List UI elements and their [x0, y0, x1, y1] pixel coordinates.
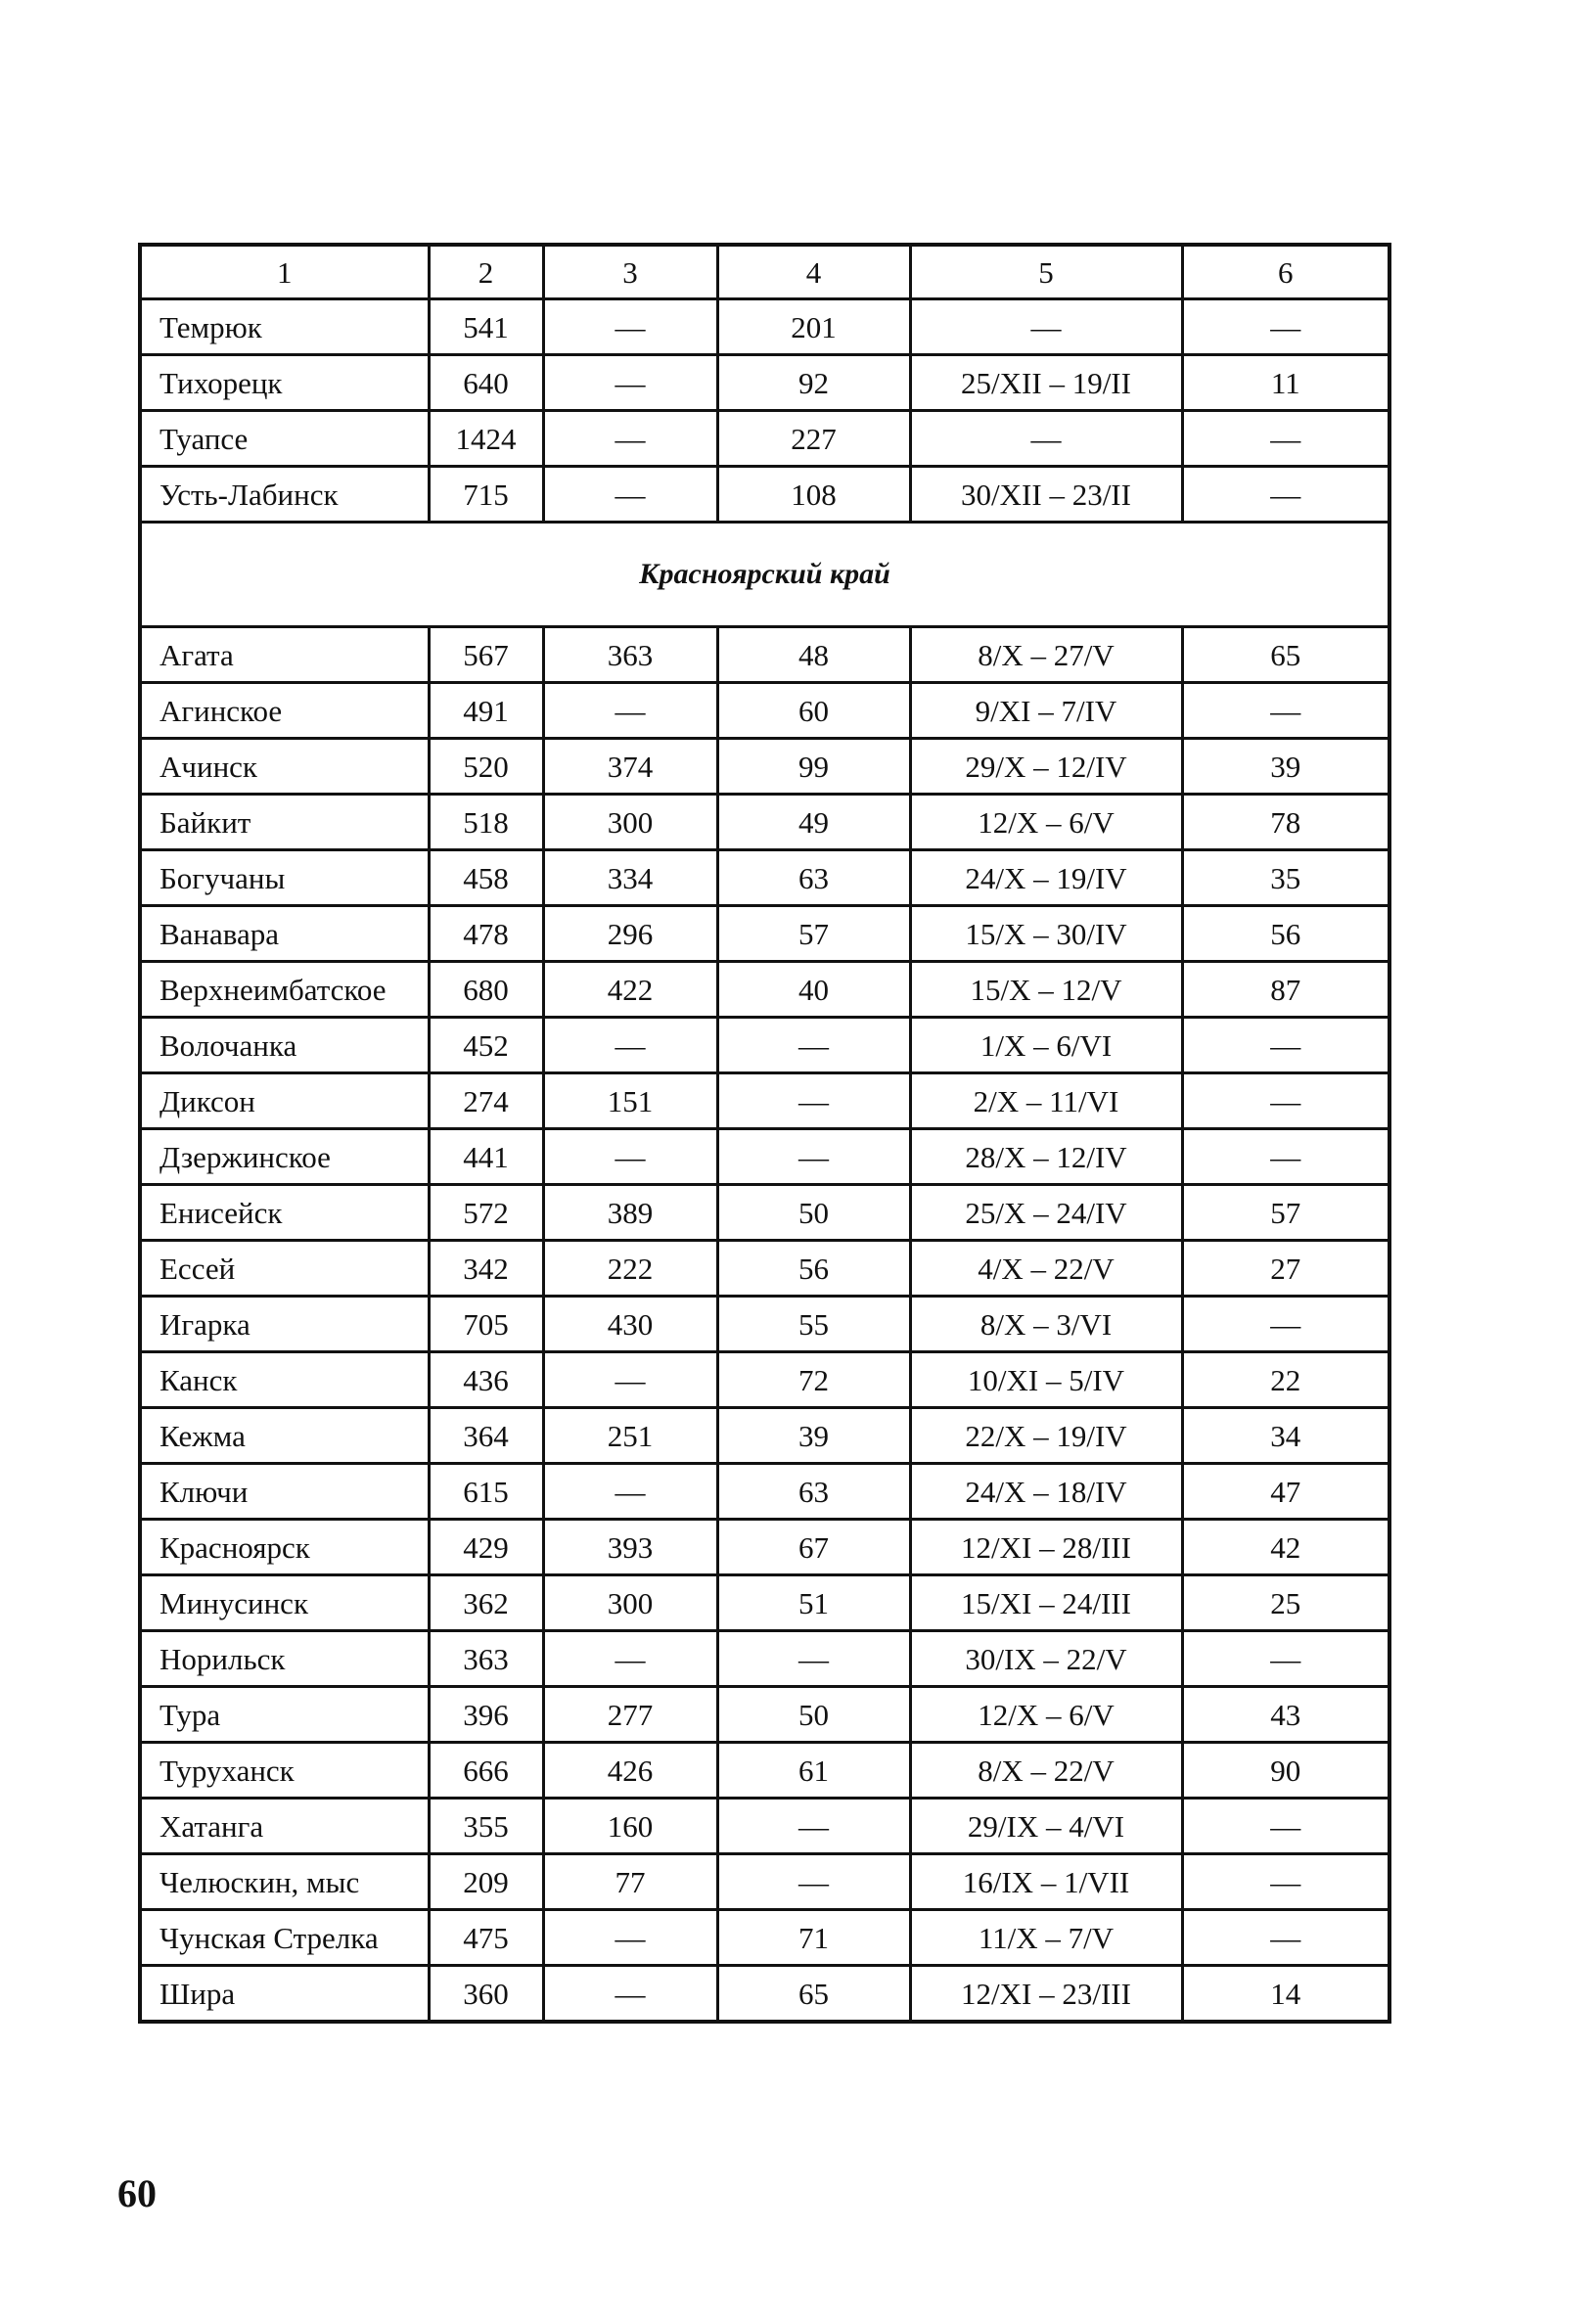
- table-cell: 160: [543, 1799, 717, 1854]
- station-name-cell: Игарка: [140, 1297, 429, 1352]
- table-cell: 11/X – 7/V: [910, 1910, 1182, 1966]
- table-cell: 71: [717, 1910, 910, 1966]
- table-cell: 25/X – 24/IV: [910, 1185, 1182, 1241]
- table-cell: 430: [543, 1297, 717, 1352]
- table-cell: 360: [429, 1966, 543, 2023]
- table-row: [140, 1408, 1389, 1464]
- table-cell: 567: [429, 627, 543, 683]
- table-cell: 458: [429, 850, 543, 906]
- table-cell: 422: [543, 962, 717, 1018]
- station-name-cell: Агинское: [140, 683, 429, 739]
- table-cell: —: [1182, 1631, 1389, 1687]
- table-cell: 680: [429, 962, 543, 1018]
- table-row: [140, 467, 1389, 523]
- station-name-cell: Усть-Лабинск: [140, 467, 429, 523]
- table-cell: 1424: [429, 411, 543, 467]
- table-cell: 63: [717, 850, 910, 906]
- table-row: [140, 795, 1389, 850]
- table-cell: 43: [1182, 1687, 1389, 1743]
- table-cell: 16/IX – 1/VII: [910, 1854, 1182, 1910]
- table-cell: 12/X – 6/V: [910, 1687, 1182, 1743]
- table-row: [140, 1185, 1389, 1241]
- table-cell: 65: [717, 1966, 910, 2023]
- table-cell: 3: [543, 245, 717, 299]
- table-row: [140, 1241, 1389, 1297]
- table-cell: 65: [1182, 627, 1389, 683]
- table-cell: 393: [543, 1520, 717, 1575]
- table-cell: 90: [1182, 1743, 1389, 1799]
- table-cell: 25/XII – 19/II: [910, 355, 1182, 411]
- table-cell: 35: [1182, 850, 1389, 906]
- table-cell: 541: [429, 299, 543, 355]
- station-name-cell: Верхнеимбатское: [140, 962, 429, 1018]
- table-cell: —: [717, 1799, 910, 1854]
- station-name-cell: Канск: [140, 1352, 429, 1408]
- table-cell: —: [543, 411, 717, 467]
- table-cell: —: [1182, 299, 1389, 355]
- table-cell: 42: [1182, 1520, 1389, 1575]
- table-cell: 441: [429, 1129, 543, 1185]
- table-cell: 475: [429, 1910, 543, 1966]
- table-cell: —: [910, 411, 1182, 467]
- table-cell: 15/X – 30/IV: [910, 906, 1182, 962]
- station-name-cell: Красноярск: [140, 1520, 429, 1575]
- table-cell: 374: [543, 739, 717, 795]
- table-cell: 30/IX – 22/V: [910, 1631, 1182, 1687]
- table-cell: 15/X – 12/V: [910, 962, 1182, 1018]
- table-row: [140, 1687, 1389, 1743]
- table-cell: —: [1182, 1297, 1389, 1352]
- table-cell: 55: [717, 1297, 910, 1352]
- table-cell: 56: [1182, 906, 1389, 962]
- table-cell: 63: [717, 1464, 910, 1520]
- table-cell: 2/X – 11/VI: [910, 1073, 1182, 1129]
- station-name-cell: Темрюк: [140, 299, 429, 355]
- table-cell: —: [1182, 1910, 1389, 1966]
- table-cell: 39: [717, 1408, 910, 1464]
- table-cell: 572: [429, 1185, 543, 1241]
- table-cell: 61: [717, 1743, 910, 1799]
- table-cell: —: [1182, 683, 1389, 739]
- table-cell: 296: [543, 906, 717, 962]
- table-cell: 72: [717, 1352, 910, 1408]
- table-cell: 11: [1182, 355, 1389, 411]
- station-name-cell: Ессей: [140, 1241, 429, 1297]
- table-cell: 364: [429, 1408, 543, 1464]
- table-cell: 452: [429, 1018, 543, 1073]
- table-cell: —: [1182, 1129, 1389, 1185]
- table-cell: 29/IX – 4/VI: [910, 1799, 1182, 1854]
- station-name-cell: Тихорецк: [140, 355, 429, 411]
- table-cell: —: [543, 1464, 717, 1520]
- table-row: [140, 1966, 1389, 2023]
- table-cell: 6: [1182, 245, 1389, 299]
- table-cell: 363: [429, 1631, 543, 1687]
- table-cell: —: [717, 1854, 910, 1910]
- station-name-cell: Хатанга: [140, 1799, 429, 1854]
- table-cell: —: [1182, 1854, 1389, 1910]
- station-name-cell: Байкит: [140, 795, 429, 850]
- table-cell: 1: [140, 245, 429, 299]
- table-cell: —: [543, 1910, 717, 1966]
- station-name-cell: Кежма: [140, 1408, 429, 1464]
- table-row: [140, 1575, 1389, 1631]
- station-name-cell: Челюскин, мыс: [140, 1854, 429, 1910]
- table-cell: —: [543, 1352, 717, 1408]
- table-row: [140, 1631, 1389, 1687]
- table-cell: 389: [543, 1185, 717, 1241]
- station-name-cell: Тура: [140, 1687, 429, 1743]
- section-title: Красноярский край: [140, 523, 1389, 627]
- table-cell: —: [717, 1129, 910, 1185]
- table-cell: —: [543, 1631, 717, 1687]
- table-cell: 34: [1182, 1408, 1389, 1464]
- table-cell: 478: [429, 906, 543, 962]
- table-row: [140, 1520, 1389, 1575]
- table-cell: —: [543, 299, 717, 355]
- table-cell: —: [1182, 1073, 1389, 1129]
- table-cell: 491: [429, 683, 543, 739]
- table-cell: 99: [717, 739, 910, 795]
- table-row: [140, 627, 1389, 683]
- table-cell: 640: [429, 355, 543, 411]
- table-cell: 518: [429, 795, 543, 850]
- table-cell: 27: [1182, 1241, 1389, 1297]
- table-cell: 4/X – 22/V: [910, 1241, 1182, 1297]
- header-row: [140, 245, 1389, 299]
- table-row: [140, 1073, 1389, 1129]
- table-row: [140, 1129, 1389, 1185]
- table-cell: 334: [543, 850, 717, 906]
- table-cell: 8/X – 22/V: [910, 1743, 1182, 1799]
- table-row: [140, 683, 1389, 739]
- table-cell: —: [543, 355, 717, 411]
- table-cell: 342: [429, 1241, 543, 1297]
- table-row: [140, 411, 1389, 467]
- station-name-cell: Ванавара: [140, 906, 429, 962]
- table-cell: 251: [543, 1408, 717, 1464]
- section-row: [140, 523, 1389, 627]
- table-cell: 396: [429, 1687, 543, 1743]
- table-row: [140, 1743, 1389, 1799]
- station-name-cell: Норильск: [140, 1631, 429, 1687]
- station-name-cell: Ачинск: [140, 739, 429, 795]
- table-cell: 15/XI – 24/III: [910, 1575, 1182, 1631]
- table-cell: 50: [717, 1687, 910, 1743]
- table-cell: 24/X – 19/IV: [910, 850, 1182, 906]
- table-cell: 363: [543, 627, 717, 683]
- table-cell: 48: [717, 627, 910, 683]
- table-body: [140, 245, 1389, 2022]
- table-cell: —: [543, 1966, 717, 2023]
- station-name-cell: Туапсе: [140, 411, 429, 467]
- table-cell: —: [543, 467, 717, 523]
- table-cell: 222: [543, 1241, 717, 1297]
- table-row: [140, 355, 1389, 411]
- table-cell: 705: [429, 1297, 543, 1352]
- table-cell: 274: [429, 1073, 543, 1129]
- table-cell: 29/X – 12/IV: [910, 739, 1182, 795]
- table-row: [140, 962, 1389, 1018]
- table-cell: 50: [717, 1185, 910, 1241]
- table-row: [140, 1464, 1389, 1520]
- table-cell: 426: [543, 1743, 717, 1799]
- table-cell: 67: [717, 1520, 910, 1575]
- table-cell: 25: [1182, 1575, 1389, 1631]
- table-cell: 362: [429, 1575, 543, 1631]
- table-cell: 77: [543, 1854, 717, 1910]
- page-number: 60: [117, 2171, 157, 2215]
- table-cell: 151: [543, 1073, 717, 1129]
- table-cell: 615: [429, 1464, 543, 1520]
- station-name-cell: Минусинск: [140, 1575, 429, 1631]
- table-cell: —: [543, 1129, 717, 1185]
- station-name-cell: Шира: [140, 1966, 429, 2023]
- table-cell: 520: [429, 739, 543, 795]
- table-cell: —: [543, 683, 717, 739]
- table-cell: 9/XI – 7/IV: [910, 683, 1182, 739]
- table-cell: 8/X – 27/V: [910, 627, 1182, 683]
- table-cell: 92: [717, 355, 910, 411]
- station-name-cell: Богучаны: [140, 850, 429, 906]
- table-cell: 355: [429, 1799, 543, 1854]
- table-cell: —: [910, 299, 1182, 355]
- table-cell: 51: [717, 1575, 910, 1631]
- table-cell: —: [1182, 467, 1389, 523]
- table-row: [140, 1352, 1389, 1408]
- table-cell: 2: [429, 245, 543, 299]
- table-cell: 39: [1182, 739, 1389, 795]
- table-cell: 60: [717, 683, 910, 739]
- table-row: [140, 739, 1389, 795]
- table-cell: 429: [429, 1520, 543, 1575]
- station-name-cell: Диксон: [140, 1073, 429, 1129]
- table-cell: 30/XII – 23/II: [910, 467, 1182, 523]
- table-cell: 12/XI – 28/III: [910, 1520, 1182, 1575]
- station-name-cell: Туруханск: [140, 1743, 429, 1799]
- table-cell: 715: [429, 467, 543, 523]
- table-cell: —: [717, 1073, 910, 1129]
- table-cell: —: [1182, 1799, 1389, 1854]
- table-row: [140, 1910, 1389, 1966]
- station-name-cell: Ключи: [140, 1464, 429, 1520]
- table-cell: 12/XI – 23/III: [910, 1966, 1182, 2023]
- table-cell: 277: [543, 1687, 717, 1743]
- table-cell: 22: [1182, 1352, 1389, 1408]
- table-cell: 201: [717, 299, 910, 355]
- table-cell: 1/X – 6/VI: [910, 1018, 1182, 1073]
- table-cell: 666: [429, 1743, 543, 1799]
- station-name-cell: Чунская Стрелка: [140, 1910, 429, 1966]
- table-cell: 5: [910, 245, 1182, 299]
- table-cell: 22/X – 19/IV: [910, 1408, 1182, 1464]
- table-row: [140, 1799, 1389, 1854]
- table-cell: —: [1182, 411, 1389, 467]
- table-cell: 14: [1182, 1966, 1389, 2023]
- table-cell: —: [717, 1018, 910, 1073]
- table-row: [140, 1297, 1389, 1352]
- table-cell: —: [543, 1018, 717, 1073]
- table-cell: 57: [717, 906, 910, 962]
- table-cell: 78: [1182, 795, 1389, 850]
- data-table: [138, 243, 1391, 2024]
- table-cell: 436: [429, 1352, 543, 1408]
- table-cell: 57: [1182, 1185, 1389, 1241]
- table-cell: —: [717, 1631, 910, 1687]
- table-row: [140, 299, 1389, 355]
- table-cell: 209: [429, 1854, 543, 1910]
- table-cell: 10/XI – 5/IV: [910, 1352, 1182, 1408]
- table-cell: 12/X – 6/V: [910, 795, 1182, 850]
- table-cell: 47: [1182, 1464, 1389, 1520]
- table-cell: 49: [717, 795, 910, 850]
- table-cell: 4: [717, 245, 910, 299]
- station-name-cell: Енисейск: [140, 1185, 429, 1241]
- table-row: [140, 1018, 1389, 1073]
- table-cell: 300: [543, 1575, 717, 1631]
- table-row: [140, 850, 1389, 906]
- table-row: [140, 906, 1389, 962]
- table-cell: 87: [1182, 962, 1389, 1018]
- table-cell: 24/X – 18/IV: [910, 1464, 1182, 1520]
- table-cell: 8/X – 3/VI: [910, 1297, 1182, 1352]
- table-cell: 40: [717, 962, 910, 1018]
- table-row: [140, 1854, 1389, 1910]
- table-cell: 227: [717, 411, 910, 467]
- table-cell: 300: [543, 795, 717, 850]
- table-cell: 56: [717, 1241, 910, 1297]
- station-name-cell: Агата: [140, 627, 429, 683]
- station-name-cell: Дзержинское: [140, 1129, 429, 1185]
- table-cell: 28/X – 12/IV: [910, 1129, 1182, 1185]
- table-cell: 108: [717, 467, 910, 523]
- station-name-cell: Волочанка: [140, 1018, 429, 1073]
- table-cell: —: [1182, 1018, 1389, 1073]
